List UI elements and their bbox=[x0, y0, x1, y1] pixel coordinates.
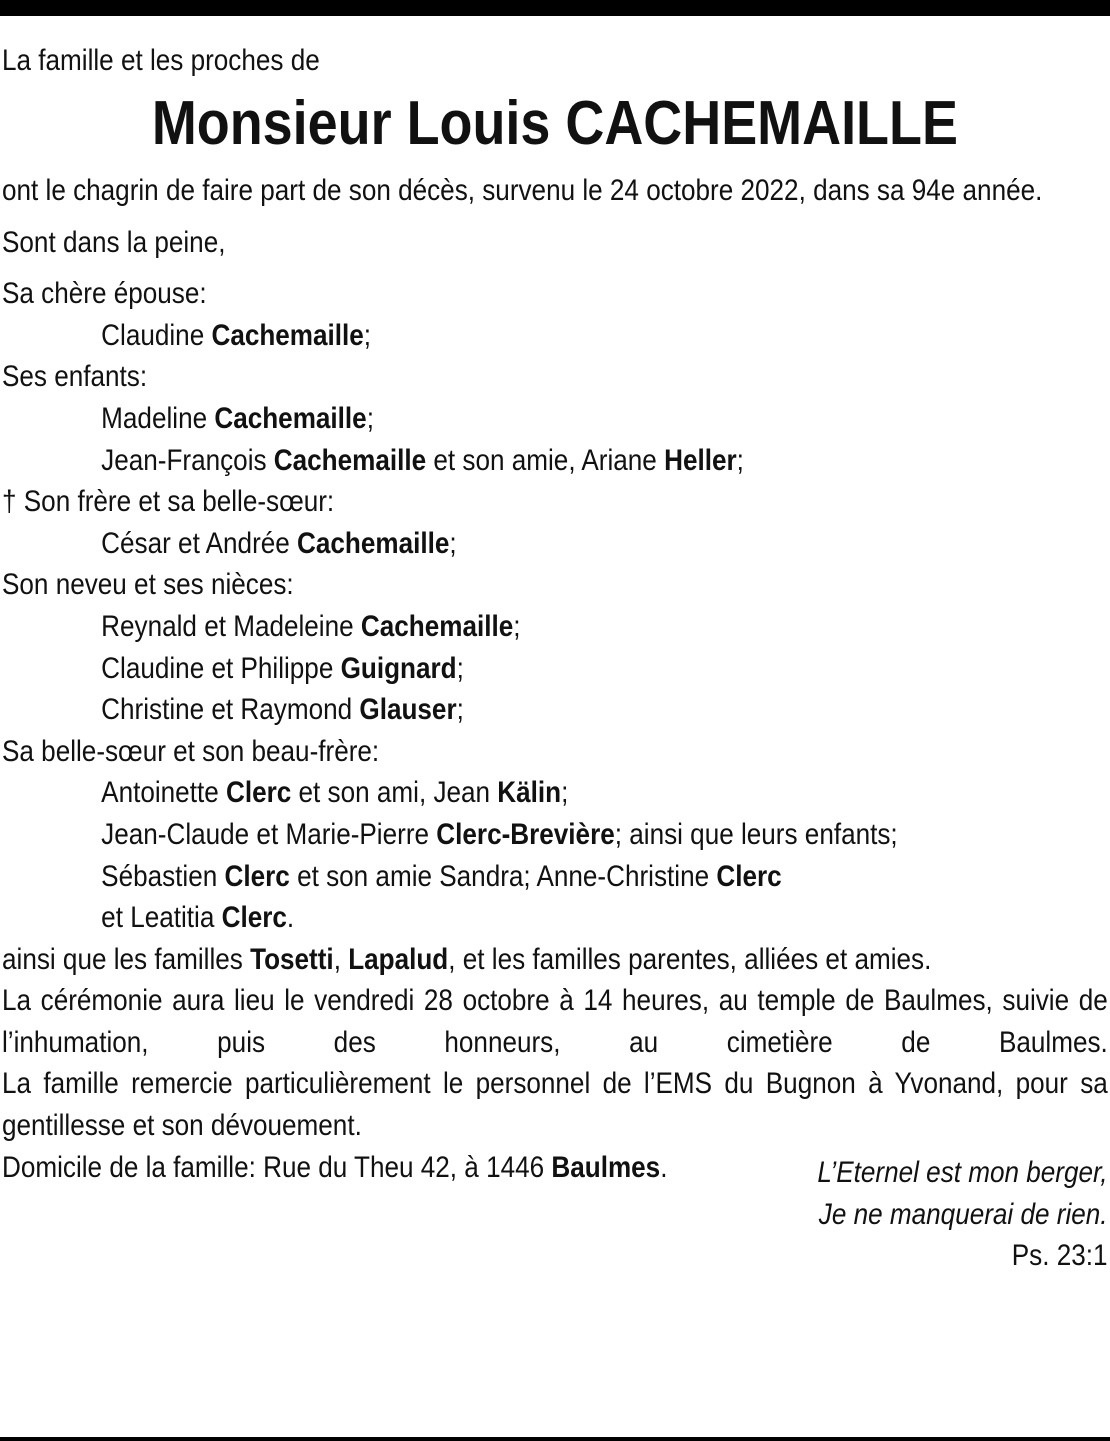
families-suffix: , et les familles parentes, alliées et amies. bbox=[448, 942, 932, 976]
obituary-text bbox=[2, 40, 1108, 1188]
first-name: Jean-François bbox=[101, 443, 267, 477]
announcement: ont le chagrin de faire part de son décès, survenu le 24 octobre 2022, dans sa 94e année. bbox=[2, 174, 1043, 207]
children-heading: Ses enfants: bbox=[2, 360, 148, 394]
last-name: Cachemaille bbox=[273, 443, 427, 477]
spouse-heading: Sa chère épouse: bbox=[2, 277, 207, 311]
child-entry: Jean-François Cachemaille et son amie, Ariane Heller; bbox=[101, 443, 744, 477]
top-rule bbox=[0, 0, 1110, 16]
last-name: Clerc bbox=[224, 859, 290, 893]
nephew-entry: Reynald et Madeleine Cachemaille; bbox=[101, 609, 521, 643]
family-name: Tosetti bbox=[250, 942, 334, 976]
ceremony-text: La cérémonie aura lieu le vendredi 28 octobre à 14 heures, au temple de Baulmes, suivie de l’inhumation, puis des honneurs, au cimetière de Baulmes. bbox=[2, 984, 1108, 1059]
grandchildren-entry bbox=[2, 856, 1108, 898]
partner-text: et son ami, Jean bbox=[298, 776, 491, 810]
domicile-line: Domicile de la famille: Rue du Theu 42, à 1446 Baulmes. bbox=[2, 1150, 668, 1184]
last-name: Cachemaille bbox=[297, 526, 450, 560]
first-name: Reynald et Madeleine bbox=[101, 609, 354, 643]
last-name: Cachemaille bbox=[214, 401, 367, 435]
families-prefix: ainsi que les familles bbox=[2, 942, 243, 976]
verse-line: L’Eternel est mon berger, bbox=[817, 1156, 1108, 1189]
first-name: et Leatitia bbox=[101, 901, 215, 935]
inlaws-heading: Sa belle-sœur et son beau-frère: bbox=[2, 734, 380, 768]
inlaw-entry: Antoinette Clerc et son ami, Jean Kälin; bbox=[101, 776, 569, 810]
last-name: Clerc bbox=[221, 901, 287, 935]
verse-reference: Ps. 23:1 bbox=[1012, 1239, 1108, 1273]
nephews-heading: Son neveu et ses nièces: bbox=[2, 568, 294, 602]
sibling-entry: César et Andrée Cachemaille; bbox=[101, 526, 457, 560]
first-name: Sébastien bbox=[101, 859, 218, 893]
nephew-entry: Christine et Raymond Glauser; bbox=[101, 693, 464, 727]
deceased-name: Monsieur Louis CACHEMAILLE bbox=[151, 89, 958, 158]
grandchildren-entry: et Leatitia Clerc. bbox=[101, 901, 295, 935]
bible-verse bbox=[818, 1152, 1108, 1277]
last-name: Clerc bbox=[225, 776, 292, 810]
domicile-text: Domicile de la famille: Rue du Theu 42, à 1446 bbox=[2, 1150, 545, 1184]
last-name: Clerc bbox=[716, 859, 782, 893]
spouse-entry: Claudine Cachemaille; bbox=[101, 318, 372, 352]
last-name: Heller bbox=[664, 443, 737, 477]
last-name: Clerc-Brevière bbox=[436, 817, 615, 851]
entry-rest: ; ainsi que leurs enfants; bbox=[614, 817, 898, 851]
first-name: Jean-Claude et Marie-Pierre bbox=[101, 817, 430, 851]
first-name: Claudine et Philippe bbox=[101, 651, 334, 685]
nephew-entry: Claudine et Philippe Guignard; bbox=[101, 651, 464, 685]
other-families: ainsi que les familles Tosetti, Lapalud, et les familles parentes, alliées et amies. bbox=[2, 942, 932, 976]
intro-line: La famille et les proches de bbox=[2, 44, 320, 77]
partner-text: et son amie, Ariane bbox=[433, 443, 657, 477]
last-name: Cachemaille bbox=[211, 318, 364, 352]
bottom-rule bbox=[0, 1437, 1110, 1441]
first-name: Antoinette bbox=[101, 776, 219, 810]
child-entry: Madeline Cachemaille; bbox=[101, 401, 374, 435]
domicile-town: Baulmes bbox=[551, 1150, 661, 1184]
verse-line: Je ne manquerai de rien. bbox=[819, 1197, 1108, 1231]
thanks-text: La famille remercie particulièrement le personnel de l’EMS du Bugnon à Yvonand, pour sa gentillesse et son dévouement. bbox=[2, 1067, 1108, 1143]
inlaw-entry bbox=[2, 814, 1108, 856]
grief-line: Sont dans la peine, bbox=[2, 225, 226, 259]
sibling-heading: † Son frère et sa belle-sœur: bbox=[2, 485, 335, 519]
first-name: Claudine bbox=[101, 318, 205, 352]
last-name: Glauser bbox=[359, 693, 457, 727]
last-name: Guignard bbox=[340, 651, 457, 685]
first-name: Madeline bbox=[101, 401, 208, 435]
last-name: Kälin bbox=[497, 776, 562, 810]
first-name: César et Andrée bbox=[101, 526, 290, 560]
family-name: Lapalud bbox=[348, 942, 449, 976]
first-name: Christine et Raymond bbox=[101, 693, 353, 727]
last-name: Cachemaille bbox=[360, 609, 514, 643]
entry-mid: et son amie Sandra; Anne-Christine bbox=[297, 859, 710, 893]
